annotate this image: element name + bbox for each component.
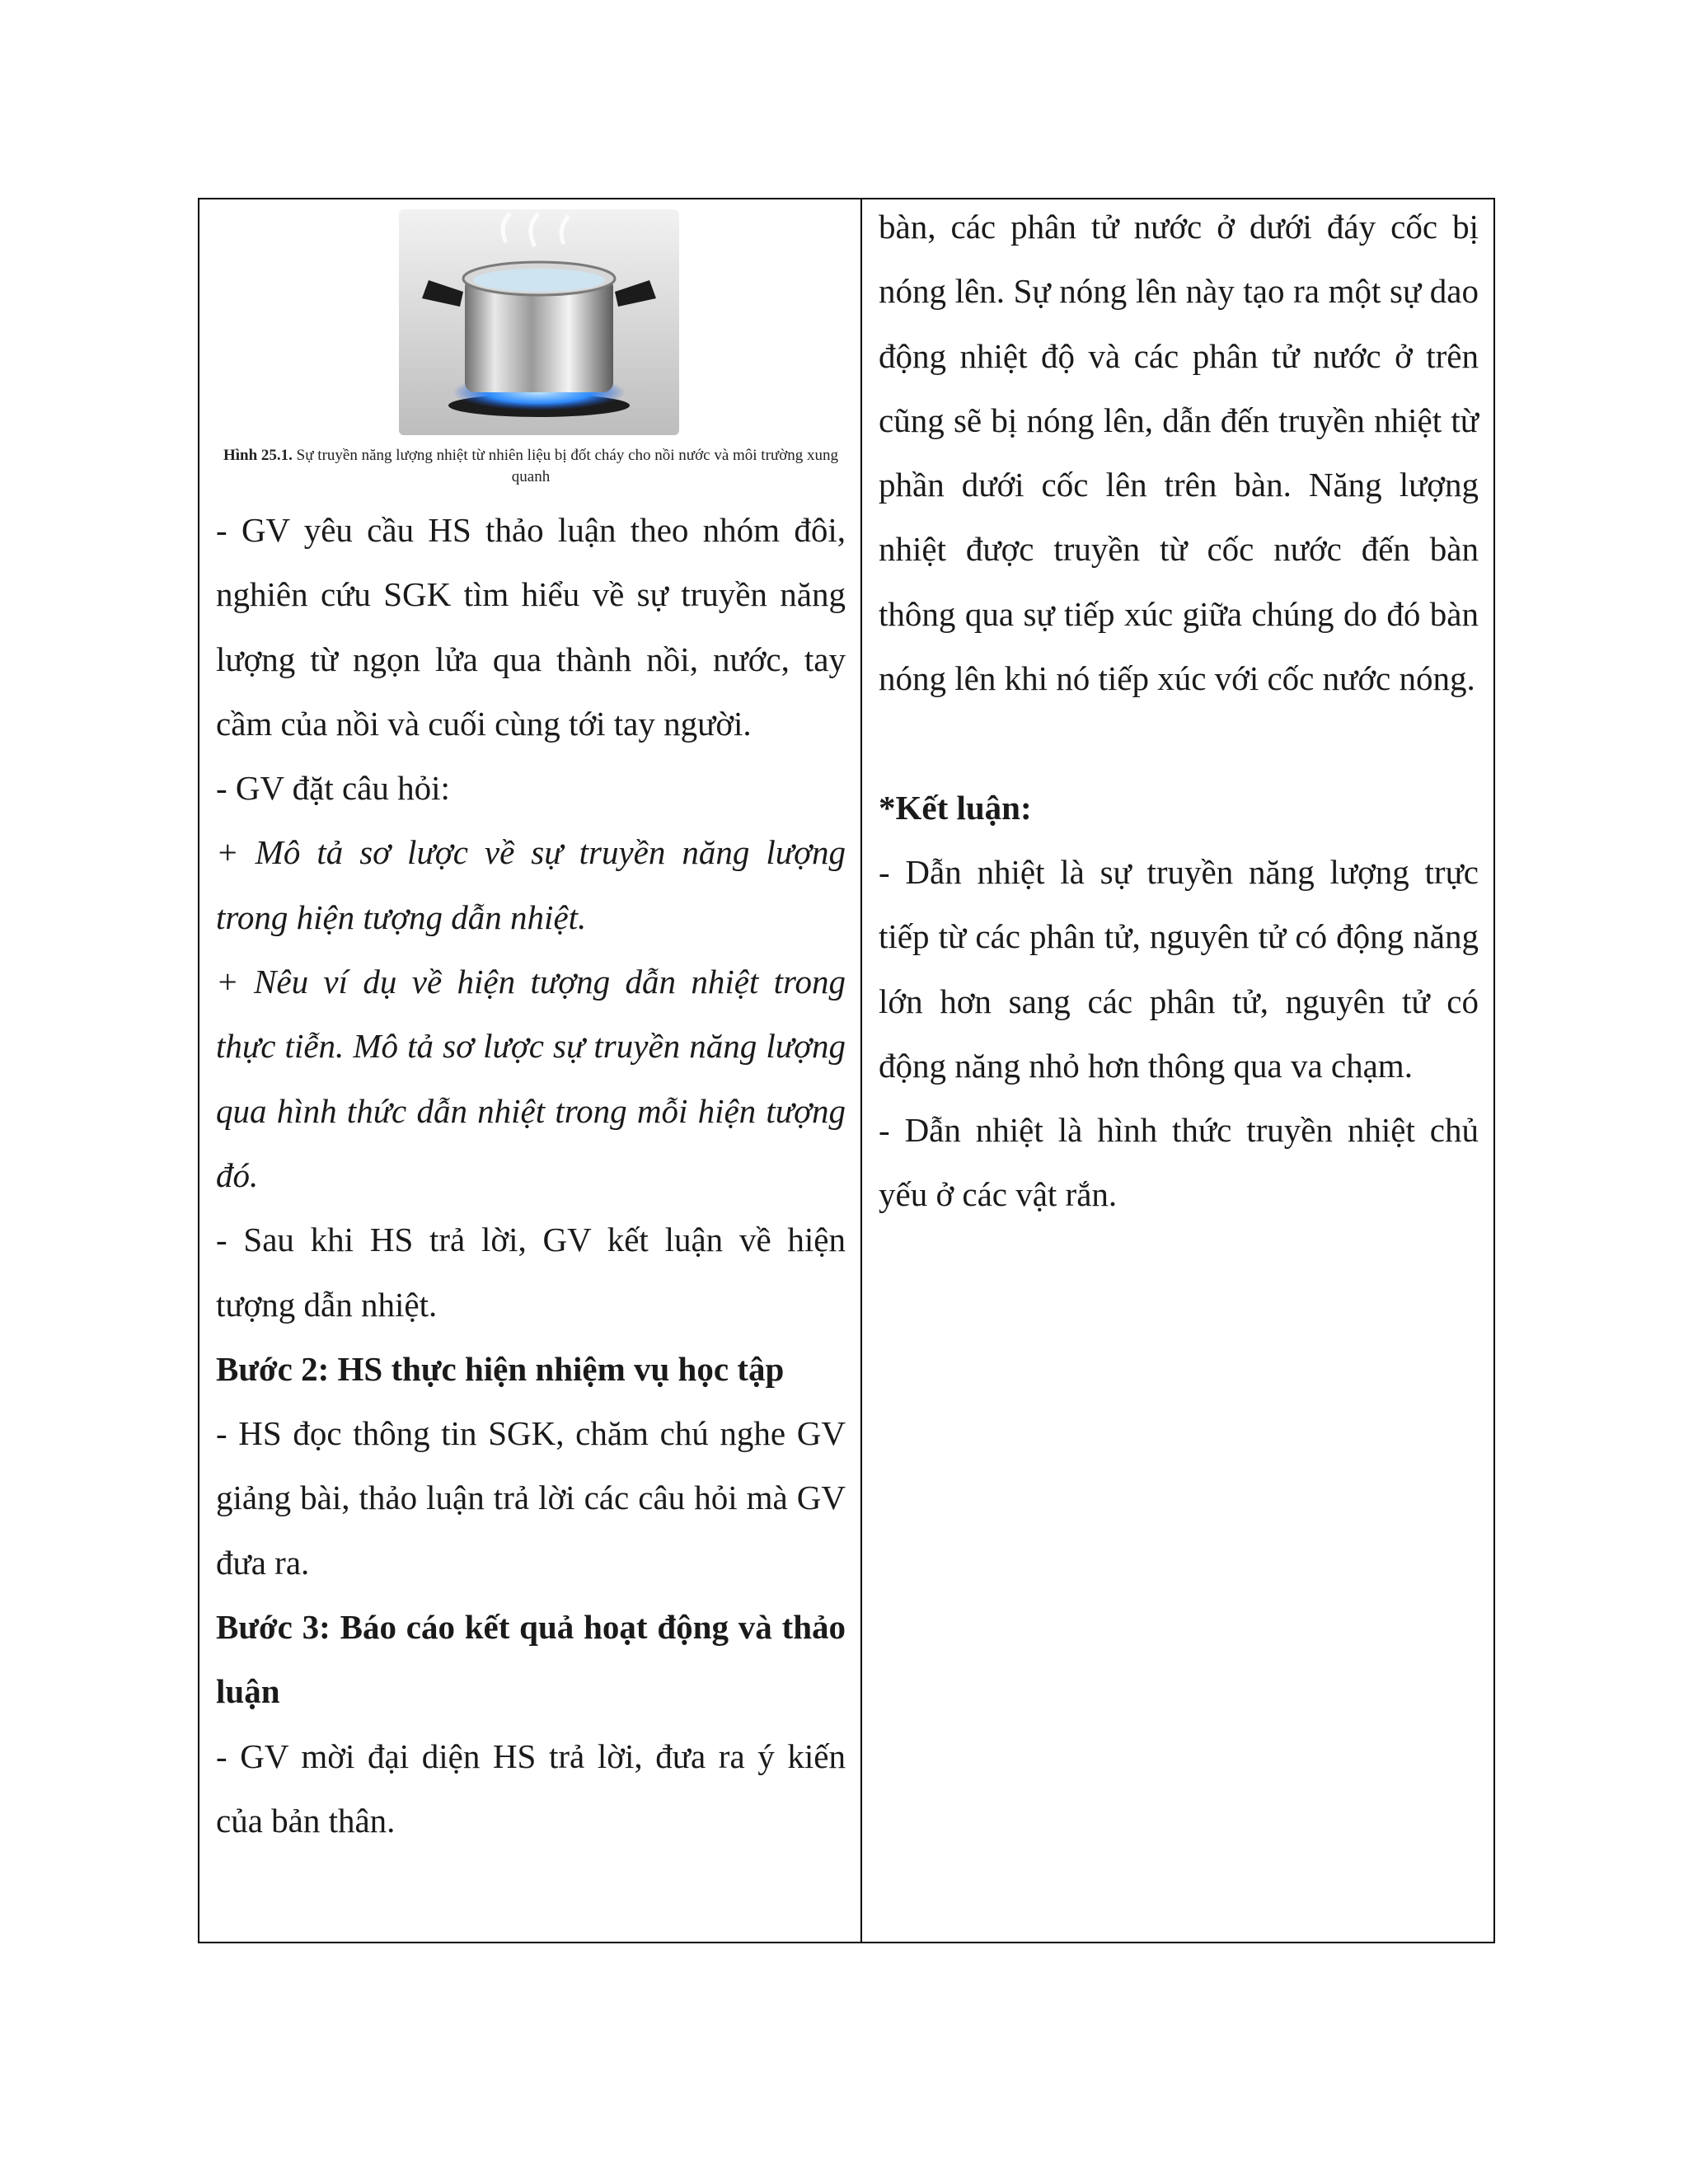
step-3-heading: Bước 3: Báo cáo kết quả hoạt động và thảo luận <box>216 1608 846 1711</box>
conclusion-heading: *Kết luận: <box>879 788 1032 827</box>
left-paragraph-2: - GV đặt câu hỏi: <box>216 769 450 808</box>
right-column <box>862 199 1493 1942</box>
right-paragraph-2: - Dẫn nhiệt là sự truyền năng lượng trực tiếp từ các phân tử, nguyên tử có động năng lớn hơn sang các phân tử, nguyên tử có động năng nhỏ hơn thông qua va chạm. <box>879 852 1479 1085</box>
lesson-table <box>198 198 1495 1943</box>
step-2-heading: Bước 2: HS thực hiện nhiệm vụ học tập <box>216 1349 785 1388</box>
left-paragraph-7: - GV mời đại diện HS trả lời, đưa ra ý kiến của bản thân. <box>216 1736 846 1840</box>
left-column <box>199 199 862 1942</box>
figure-caption <box>216 445 846 488</box>
figure-caption-text: Sự truyền năng lượng nhiệt từ nhiên liệu bị đốt cháy cho nồi nước và môi trường xung quanh <box>296 447 839 485</box>
figure <box>216 199 846 498</box>
right-paragraph-1: bàn, các phân tử nước ở dưới đáy cốc bị nóng lên. Sự nóng lên này tạo ra một sự dao động nhiệt độ và các phân tử nước ở trên cũng sẽ bị nóng lên, dẫn đến truyền nhiệt từ phần dưới cốc lên trên bàn. Năng lượng nhiệt được truyền từ cốc nước đến bàn thông qua sự tiếp xúc giữa chúng do đó bàn nóng lên khi nó tiếp xúc với cốc nước nóng. <box>879 208 1479 698</box>
boiling-pot-image <box>399 209 679 435</box>
left-paragraph-6: - HS đọc thông tin SGK, chăm chú nghe GV giảng bài, thảo luận trả lời các câu hỏi mà GV đưa ra. <box>216 1414 846 1582</box>
spacer <box>879 710 1479 775</box>
left-paragraph-1: - GV yêu cầu HS thảo luận theo nhóm đôi, nghiên cứu SGK tìm hiểu về sự truyền năng lượng từ ngọn lửa qua thành nồi, nước, tay cầm của nồi và cuối cùng tới tay người. <box>216 511 846 743</box>
figure-caption-label: Hình 25.1. <box>223 447 293 464</box>
question-2: + Nêu ví dụ về hiện tượng dẫn nhiệt trong thực tiễn. Mô tả sơ lược sự truyền năng lượng qua hình thức dẫn nhiệt trong mỗi hiện tượng đó. <box>216 963 846 1194</box>
right-paragraph-3: - Dẫn nhiệt là hình thức truyền nhiệt chủ yếu ở các vật rắn. <box>879 1111 1479 1214</box>
question-1: + Mô tả sơ lược về sự truyền năng lượng trong hiện tượng dẫn nhiệt. <box>216 833 846 936</box>
left-paragraph-5: - Sau khi HS trả lời, GV kết luận về hiện tượng dẫn nhiệt. <box>216 1221 846 1324</box>
